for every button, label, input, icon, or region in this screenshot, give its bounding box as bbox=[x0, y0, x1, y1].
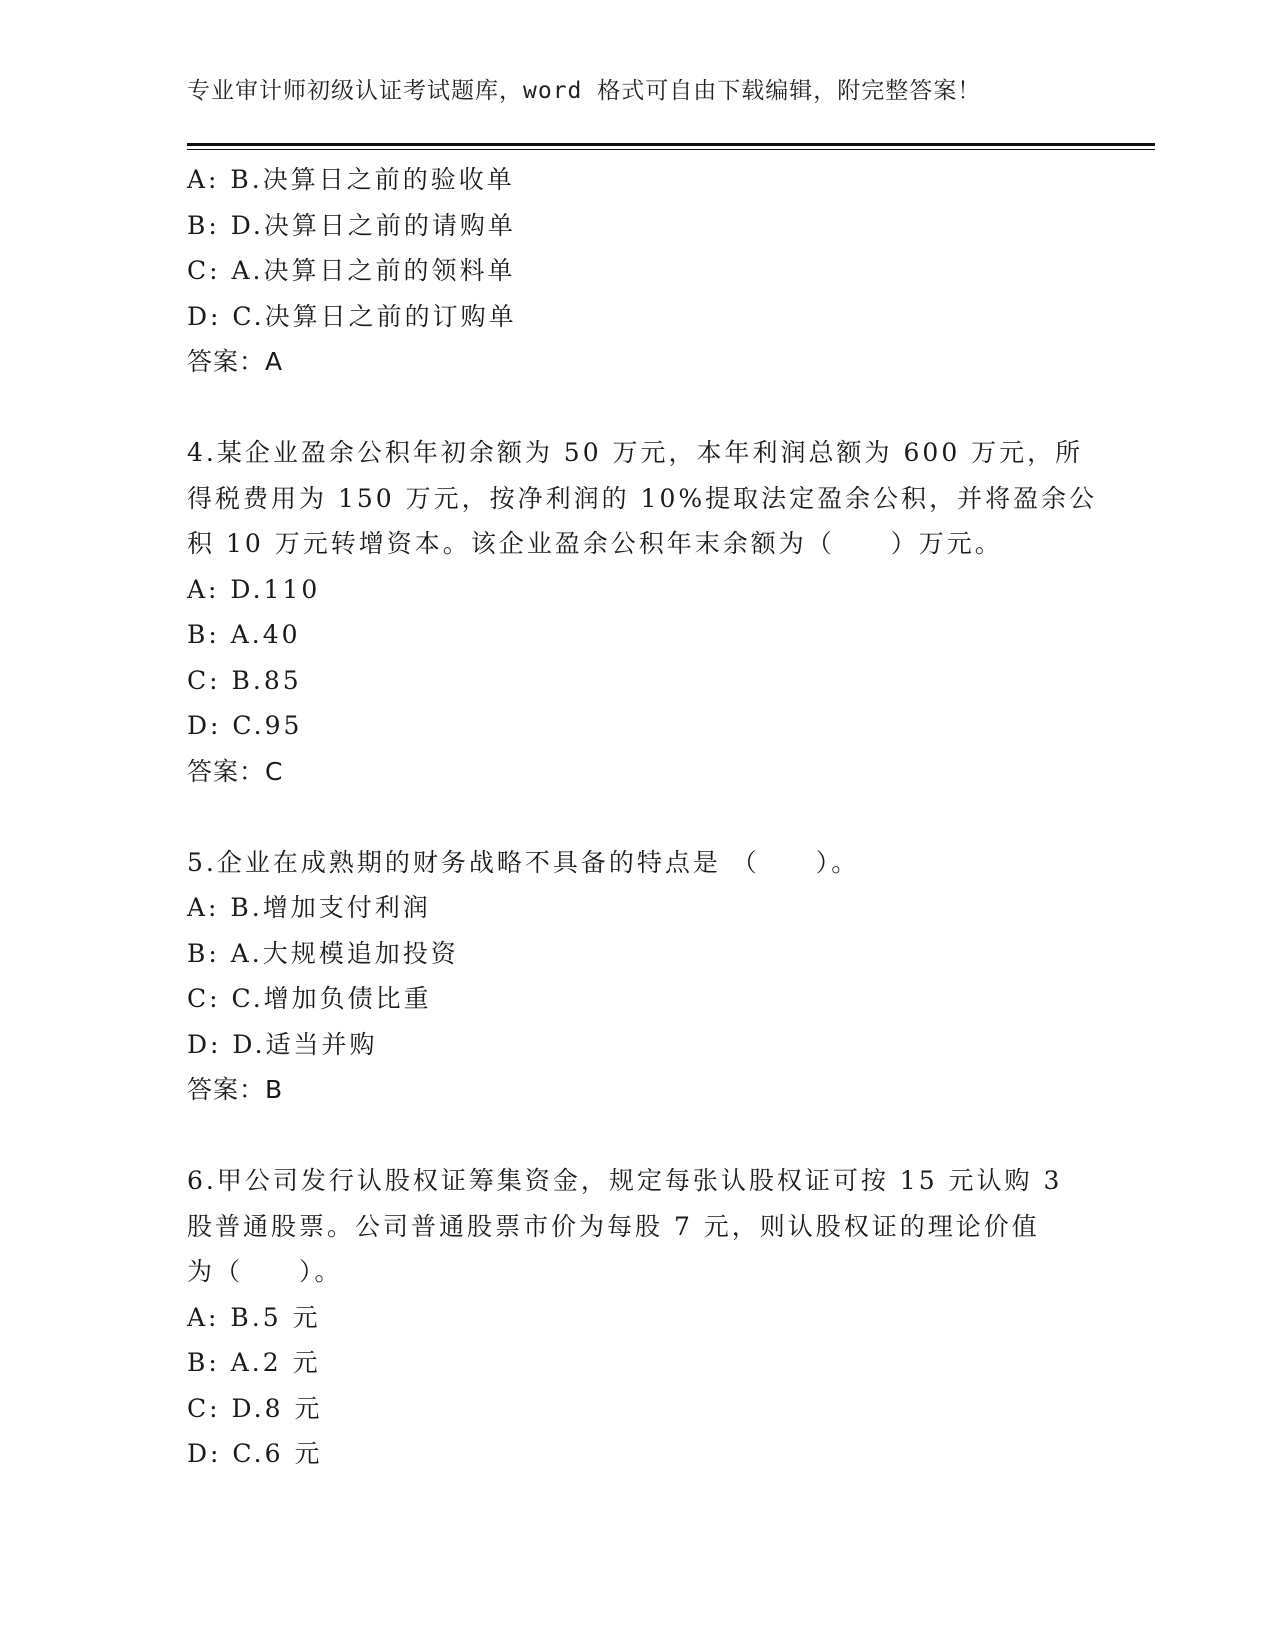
header-rule bbox=[187, 143, 1155, 146]
question-text: 股普通股票。公司普通股票市价为每股 7 元，则认股权证的理论价值 bbox=[187, 1211, 1040, 1241]
option-c: C: C.增加负债比重 bbox=[187, 984, 432, 1013]
option-b: B: A.2 元 bbox=[187, 1348, 321, 1377]
option-d: D: C.95 bbox=[187, 711, 303, 740]
question-text: 6.甲公司发行认股权证筹集资金，规定每张认股权证可按 15 元认购 3 bbox=[187, 1166, 1063, 1195]
option-b: B: D.决算日之前的请购单 bbox=[187, 210, 516, 240]
option-a: A: B.增加支付利润 bbox=[187, 893, 431, 922]
option-d: D: C.6 元 bbox=[187, 1439, 323, 1468]
question-text: 4.某企业盈余公积年初余额为 50 万元，本年利润总额为 600 万元，所 bbox=[187, 438, 1084, 467]
question-text: 得税费用为 150 万元，按净利润的 10%提取法定盈余公积，并将盈余公 bbox=[187, 483, 1098, 513]
option-d: D: D.适当并购 bbox=[187, 1029, 378, 1059]
option-b: B: A.大规模追加投资 bbox=[187, 938, 459, 968]
option-a: A: B.决算日之前的验收单 bbox=[187, 165, 515, 194]
option-c: C: A.决算日之前的领料单 bbox=[187, 256, 516, 285]
option-c: C: D.8 元 bbox=[187, 1393, 323, 1423]
answer: 答案：C bbox=[187, 756, 284, 786]
option-d: D: C.决算日之前的订购单 bbox=[187, 301, 517, 331]
question-text: 积 10 万元转增资本。该企业盈余公积年末余额为（ ）万元。 bbox=[187, 529, 1003, 558]
question-text: 5.企业在成熟期的财务战略不具备的特点是 （ ）。 bbox=[187, 847, 860, 877]
option-a: A: D.110 bbox=[187, 574, 321, 604]
question-list bbox=[187, 157, 1098, 1477]
answer: 答案：A bbox=[187, 347, 284, 376]
option-b: B: A.40 bbox=[187, 620, 301, 649]
question-text: 为（ ）。 bbox=[187, 1257, 343, 1286]
option-a: A: B.5 元 bbox=[187, 1302, 321, 1332]
answer: 答案：B bbox=[187, 1075, 284, 1104]
option-c: C: B.85 bbox=[187, 665, 302, 695]
page-header: 专业审计师初级认证考试题库，word 格式可自由下载编辑，附完整答案！ bbox=[187, 78, 982, 104]
